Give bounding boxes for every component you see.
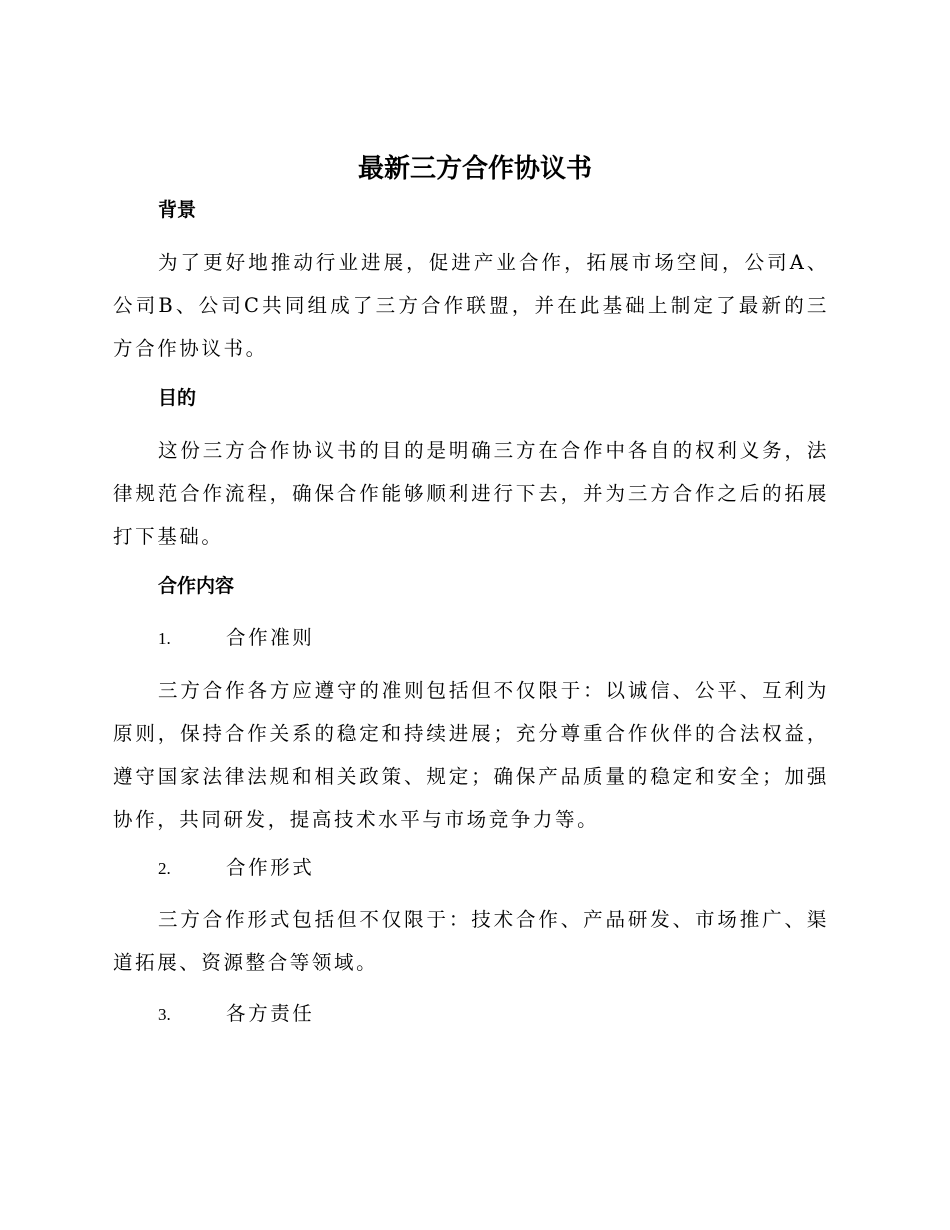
list-item-cooperation-form	[158, 853, 314, 884]
cooperation-principles-paragraph: 三方合作各方应遵守的准则包括但不仅限于：以诚信、公平、互利为原则，保持合作关系的稳定和持续进展；充分尊重合作伙伴的合法权益，遵守国家法律法规和相关政策、规定；确保产品质量的稳定和安全；加强协作，共同研发，提高技术水平与市场竞争力等。	[113, 679, 829, 831]
section-heading-purpose: 目的	[158, 387, 197, 409]
section-heading-cooperation-content: 合作内容	[158, 575, 235, 597]
background-paragraph: 为了更好地推动行业进展，促进产业合作，拓展市场空间，公司A、公司B、公司C共同组成了三方合作联盟，并在此基础上制定了最新的三方合作协议书。	[113, 251, 829, 360]
list-item-number: 2.	[158, 859, 171, 878]
list-item-label: 合作形式	[226, 856, 315, 879]
list-item-cooperation-principles	[158, 623, 314, 654]
list-item-responsibilities	[158, 999, 314, 1030]
cooperation-form-paragraph: 三方合作形式包括但不仅限于：技术合作、产品研发、市场推广、渠道拓展、资源整合等领域。	[113, 908, 829, 974]
section-heading-background: 背景	[158, 199, 197, 221]
purpose-paragraph: 这份三方合作协议书的目的是明确三方在合作中各自的权利义务，法律规范合作流程，确保合作能够顺利进行下去，并为三方合作之后的拓展打下基础。	[113, 439, 829, 548]
document-title: 最新三方合作协议书	[357, 154, 592, 184]
list-item-label: 各方责任	[226, 1002, 315, 1025]
list-item-number: 3.	[158, 1005, 171, 1024]
list-item-label: 合作准则	[226, 626, 315, 649]
list-item-number: 1.	[158, 629, 171, 648]
